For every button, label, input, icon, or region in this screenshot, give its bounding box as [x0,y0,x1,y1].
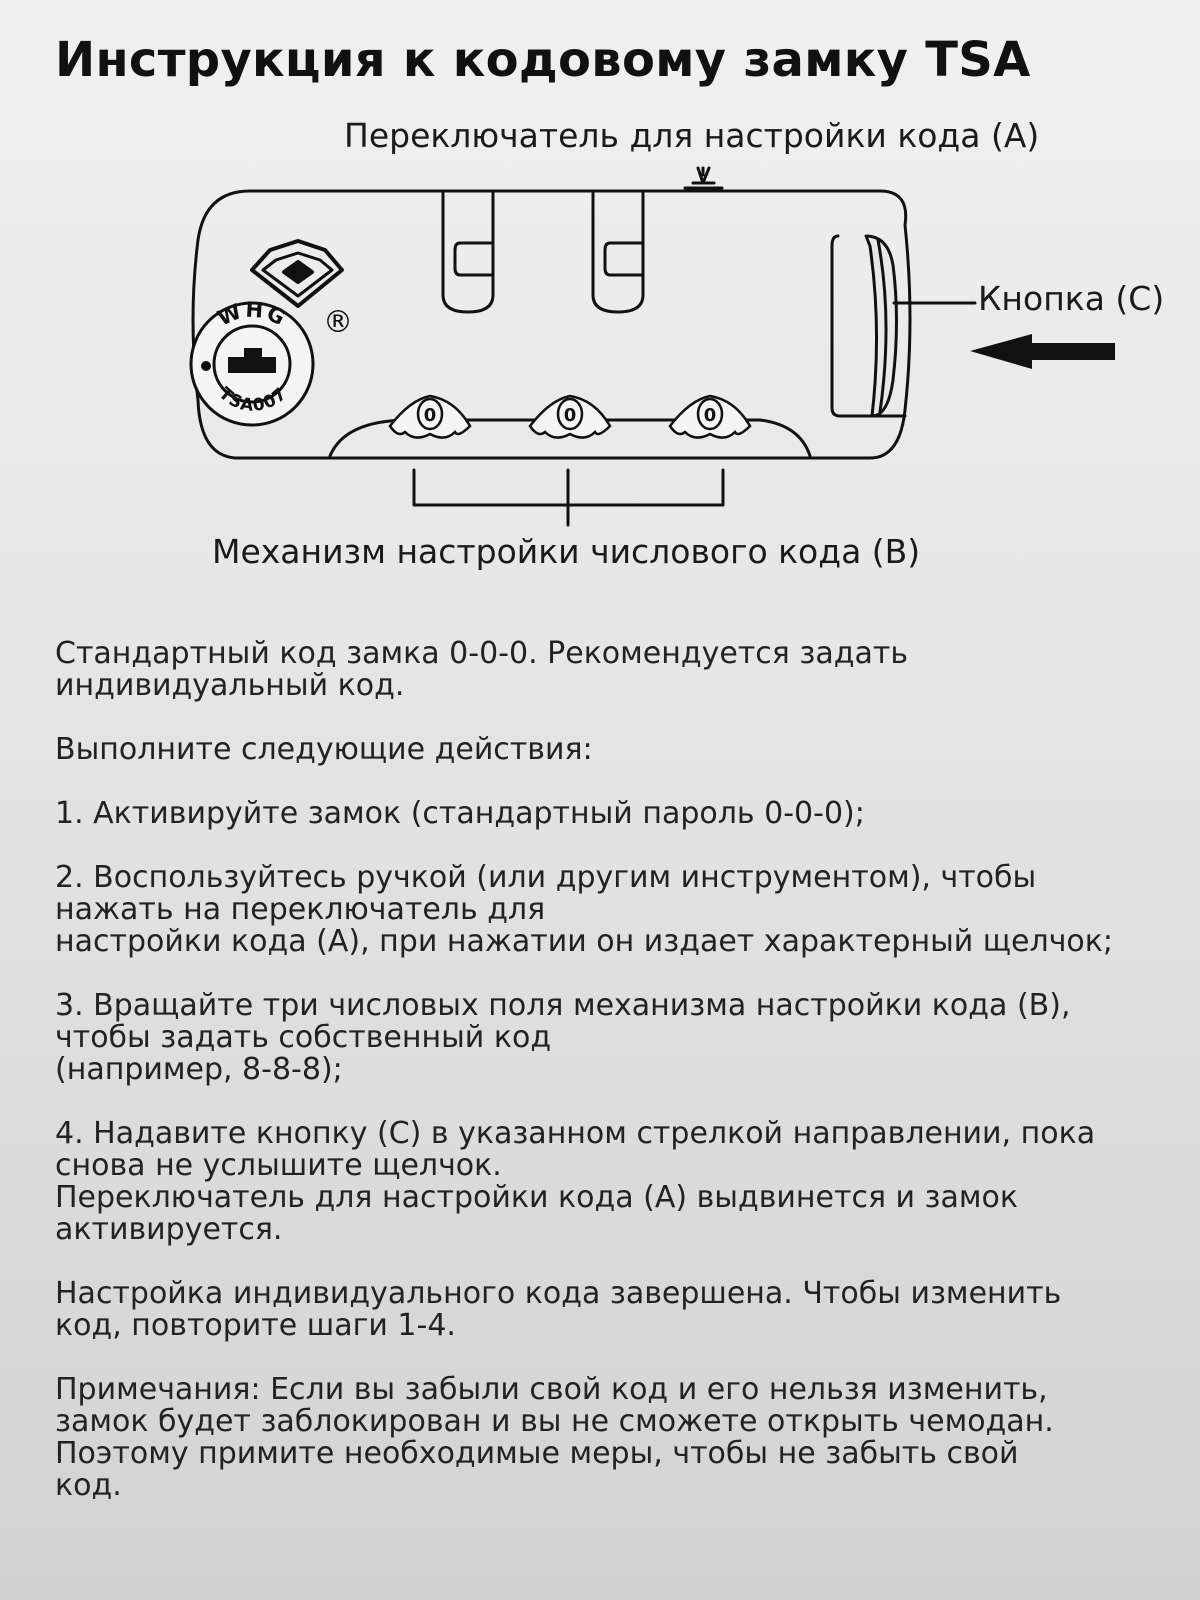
slot-right-tab [605,243,643,275]
paragraph-step-1: 1. Активируйте замок (стандартный пароль 0-0-0); [55,796,865,831]
label-code-switch-a: Переключатель для настройки кода (A) [344,116,1040,155]
paragraph-default-code: Стандартный код замка 0-0-0. Рекомендуется задать индивидуальный код. [55,636,908,703]
paragraph-step-4: 4. Надавите кнопку (C) в указанном стрелкой направлении, пока снова не услышите щелчок. Переключатель для настройки кода (A) выдвинется и замок активируется. [55,1116,1096,1247]
bracket-b [414,470,723,525]
registered-mark: ® [323,305,353,340]
page-title: Инструкция к кодовому замку TSA [55,32,1031,88]
slot-left [443,193,493,312]
instructions-body [55,638,1175,1534]
paragraph-step-3: 3. Вращайте три числовых поля механизма настройки кода (B), чтобы задать собственный код (например, 8-8-8); [55,988,1071,1087]
seal-text-top: WHG [213,297,291,332]
dial-1-digit: 0 [423,405,437,426]
slot-right [593,193,643,312]
dial-3-digit: 0 [703,405,717,426]
slot-left-tab [455,243,493,275]
label-button-c: Кнопка (C) [978,279,1165,318]
dial-2-digit: 0 [563,405,577,426]
tsa-seal [191,298,313,425]
push-direction-arrow [970,334,1115,369]
paragraph-completion: Настройка индивидуального кода завершена. Чтобы изменить код, повторите шаги 1-4. [55,1276,1062,1343]
code-switch-marker [685,168,722,188]
brand-logo [252,241,342,306]
label-code-mechanism-b: Механизм настройки числового кода (B) [212,532,921,571]
paragraph-steps-intro: Выполните следующие действия: [55,732,593,767]
seal-text-bottom: TSA007 [214,383,292,417]
paragraph-notes: Примечания: Если вы забыли свой код и его нельзя изменить, замок будет заблокирован и вы не сможете открыть чемодан. Поэтому примите необходимые меры, чтобы не забыть свой код. [55,1372,1054,1503]
paragraph-step-2: 2. Воспользуйтесь ручкой (или другим инструментом), чтобы нажать на переключатель для настройки кода (A), при нажатии он издает характерный щелчок; [55,860,1113,959]
